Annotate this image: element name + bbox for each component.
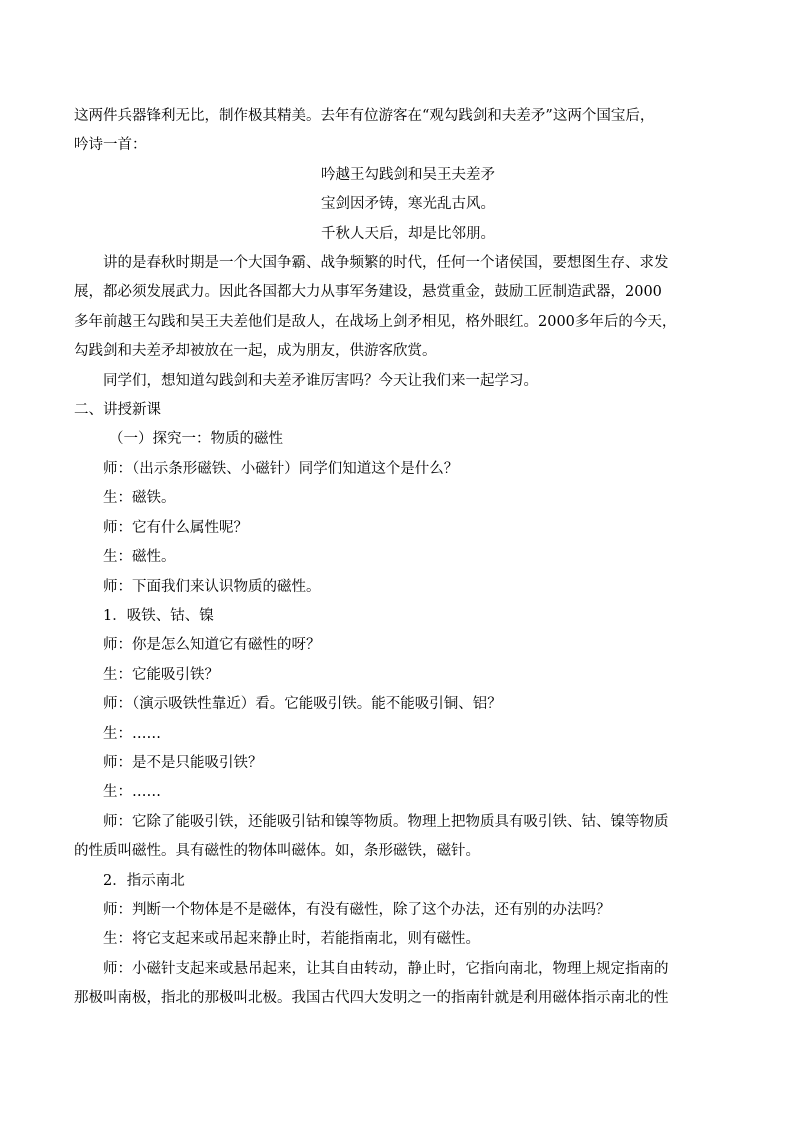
dialogue-line: 师：（演示吸铁性靠近）看。它能吸引铁。能不能吸引铜、铝？ <box>103 696 502 713</box>
poem-line: 千秋人天后，却是比邻朋。 <box>321 225 495 242</box>
section-heading: 二、讲授新课 <box>74 402 161 419</box>
paragraph-line: 同学们，想知道勾践剑和夫差矛谁厉害吗？今天让我们来一起学习。 <box>103 372 538 389</box>
paragraph-line: 讲的是春秋时期是一个大国争霸、战争频繁的时代，任何一个诸侯国，要想图生存、求发 <box>103 255 669 272</box>
paragraph-line: 那极叫南极，指北的那极叫北极。我国古代四大发明之一的指南针就是利用磁体指示南北的性 <box>74 990 669 1007</box>
paragraph-line: 的性质叫磁性。具有磁性的物体叫磁体。如，条形磁铁，磁针。 <box>74 843 480 860</box>
paragraph-line: 吟诗一首： <box>74 137 147 154</box>
document-body <box>74 102 724 1014</box>
subsection-heading: （一）探究一：物质的磁性 <box>109 431 283 448</box>
dialogue-line: 生：…… <box>103 725 161 742</box>
dialogue-line: 师：判断一个物体是不是磁体，有没有磁性，除了这个办法，还有别的办法吗？ <box>103 901 611 918</box>
dialogue-line: 师：小磁针支起来或悬吊起来，让其自由转动，静止时，它指向南北，物理上规定指南的 <box>103 960 669 977</box>
poem-line: 宝剑因矛铸，寒光乱古风。 <box>321 196 495 213</box>
dialogue-line: 师：它有什么属性呢？ <box>103 519 248 536</box>
dialogue-line: 师：它除了能吸引铁，还能吸引钴和镍等物质。物理上把物质具有吸引铁、钴、镍等物质 <box>103 813 669 830</box>
dialogue-line: 师：（出示条形磁铁、小磁针）同学们知道这个是什么？ <box>103 460 459 477</box>
dialogue-line: 生：…… <box>103 784 161 801</box>
numbered-heading: 2．指示南北 <box>103 872 185 889</box>
dialogue-line: 师：你是怎么知道它有磁性的呀？ <box>103 637 321 654</box>
paragraph-line: 这两件兵器锋利无比，制作极其精美。去年有位游客在“观勾践剑和夫差矛”这两个国宝后， <box>74 108 655 124</box>
poem-title: 吟越王勾践剑和吴王夫差矛 <box>321 166 495 183</box>
paragraph-line: 多年前越王勾践和吴王夫差他们是敌人，在战场上剑矛相见，格外眼红。2000多年后的今天， <box>74 313 677 330</box>
paragraph-line: 勾践剑和夫差矛却被放在一起，成为朋友，供游客欣赏。 <box>74 343 437 360</box>
dialogue-line: 生：它能吸引铁？ <box>103 666 219 683</box>
dialogue-line: 师：是不是只能吸引铁？ <box>103 754 263 771</box>
dialogue-line: 生：磁铁。 <box>103 490 176 507</box>
dialogue-line: 生：磁性。 <box>103 549 176 566</box>
dialogue-line: 师：下面我们来认识物质的磁性。 <box>103 578 321 595</box>
dialogue-line: 生：将它支起来或吊起来静止时，若能指南北，则有磁性。 <box>103 931 480 948</box>
paragraph-line: 展，都必须发展武力。因此各国都大力从事军务建设，悬赏重金，鼓励工匠制造武器，2000 <box>74 284 662 301</box>
numbered-heading: 1．吸铁、钴、镍 <box>103 607 214 624</box>
